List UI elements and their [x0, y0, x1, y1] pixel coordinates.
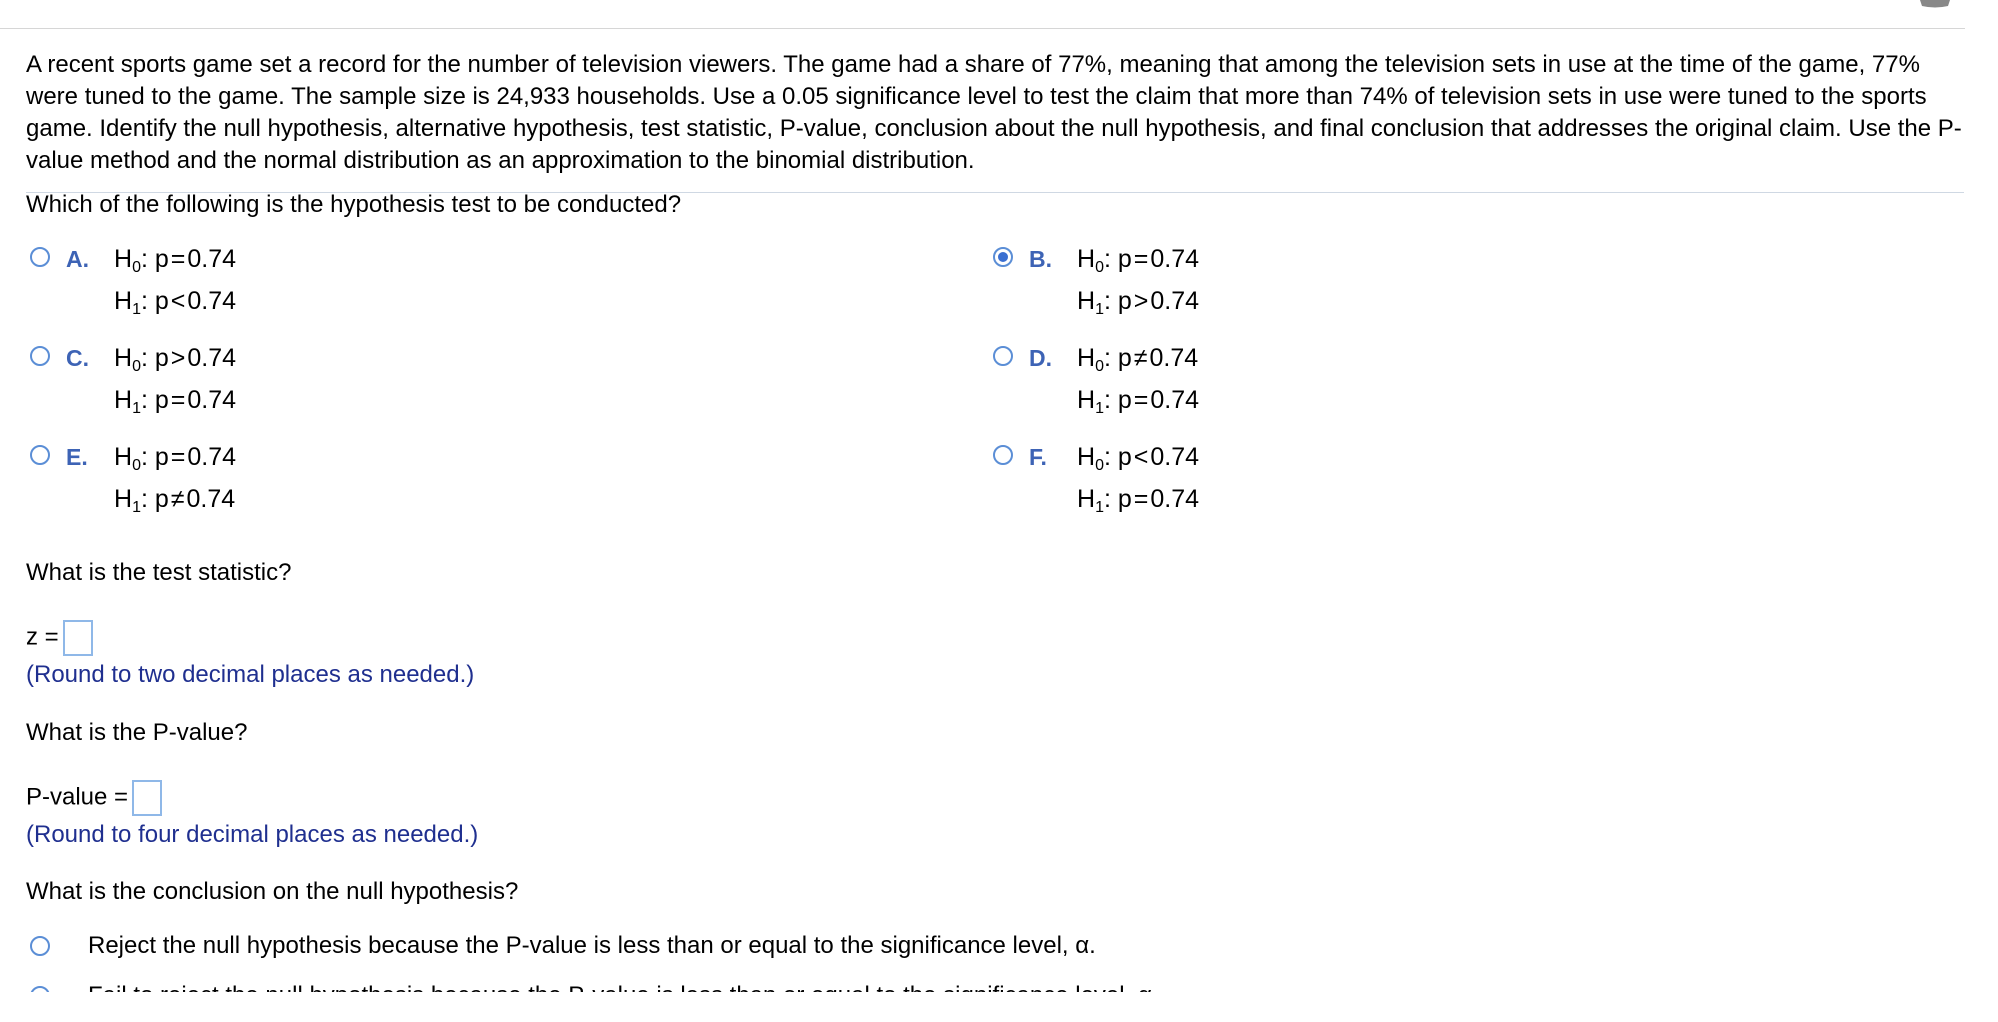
gear-icon[interactable]: [1918, 0, 1952, 8]
pvalue-round-hint: (Round to four decimal places as needed.): [26, 821, 479, 848]
option-f-radio[interactable]: [993, 445, 1013, 465]
problem-statement: A recent sports game set a record for the number of television viewers. The game had a share of 77%, meaning that among the television sets in use at the time of the game, 77% were tuned to the game. The sample size is 24,933 households. Use a 0.05 significance level to test the claim that more than 74% of television sets in use were tuned to the sports game. Identify the null hypothesis, alternative hypothesis, test statistic, P-value, conclusion about the null hypothesis, and final conclusion that addresses the original claim. Use the P-value method and the normal distribution as an approximation to the binomial distribution.: [26, 51, 1962, 174]
option-e-h0: $H_0$: p=0.74: [114, 443, 237, 474]
option-f-h1: $H_1$: p=0.74: [1077, 485, 1200, 516]
option-f-letter: F.: [1029, 444, 1047, 470]
option-a-h0: $H_0$: p=0.74: [114, 245, 237, 276]
option-e-h1: $H_1$: p≠0.74: [114, 485, 236, 516]
option-b-h1: $H_1$: p>0.74: [1077, 287, 1200, 318]
viewport-bottom-clip: [0, 992, 1998, 1022]
option-a-h1: $H_1$: p<0.74: [114, 287, 237, 318]
hypothesis-question: Which of the following is the hypothesis test to be conducted?: [26, 191, 682, 218]
conclusion-reject-text: Reject the null hypothesis because the P-value is less than or equal to the significance level, α.: [88, 932, 1096, 959]
option-b-h0: $H_0$: p=0.74: [1077, 245, 1200, 276]
z-label: z =: [26, 623, 59, 651]
pvalue-label: P-value =: [26, 783, 129, 811]
option-e[interactable]: [30, 443, 430, 533]
z-row: [26, 620, 93, 656]
test-statistic-question: What is the test statistic?: [26, 559, 292, 586]
option-c-radio[interactable]: [30, 346, 50, 366]
z-input[interactable]: [63, 620, 93, 656]
option-b-letter: B.: [1029, 246, 1052, 272]
pvalue-question: What is the P-value?: [26, 719, 248, 746]
option-e-letter: E.: [66, 444, 88, 470]
option-d-h1: $H_1$: p=0.74: [1077, 386, 1200, 417]
z-round-hint: (Round to two decimal places as needed.): [26, 661, 475, 688]
top-divider: [0, 28, 1965, 29]
pvalue-input[interactable]: [132, 780, 162, 816]
option-a[interactable]: [30, 245, 430, 335]
option-c-h1: $H_1$: p=0.74: [114, 386, 237, 417]
option-a-letter: A.: [66, 246, 89, 272]
option-b-radio[interactable]: [993, 247, 1013, 267]
conclusion-option-reject[interactable]: [30, 930, 1530, 962]
option-a-radio[interactable]: [30, 247, 50, 267]
option-f[interactable]: [993, 443, 1393, 533]
option-d-radio[interactable]: [993, 346, 1013, 366]
option-e-radio[interactable]: [30, 445, 50, 465]
option-c-h0: $H_0$: p>0.74: [114, 344, 237, 375]
conclusion-question: What is the conclusion on the null hypothesis?: [26, 878, 519, 905]
option-c-letter: C.: [66, 345, 89, 371]
option-c[interactable]: [30, 344, 430, 434]
conclusion-reject-radio[interactable]: [30, 936, 50, 956]
option-d[interactable]: [993, 344, 1393, 434]
option-d-letter: D.: [1029, 345, 1052, 371]
option-b[interactable]: [993, 245, 1393, 335]
option-f-h0: $H_0$: p<0.74: [1077, 443, 1200, 474]
pvalue-row: [26, 780, 162, 816]
option-d-h0: $H_0$: p≠0.74: [1077, 344, 1199, 375]
